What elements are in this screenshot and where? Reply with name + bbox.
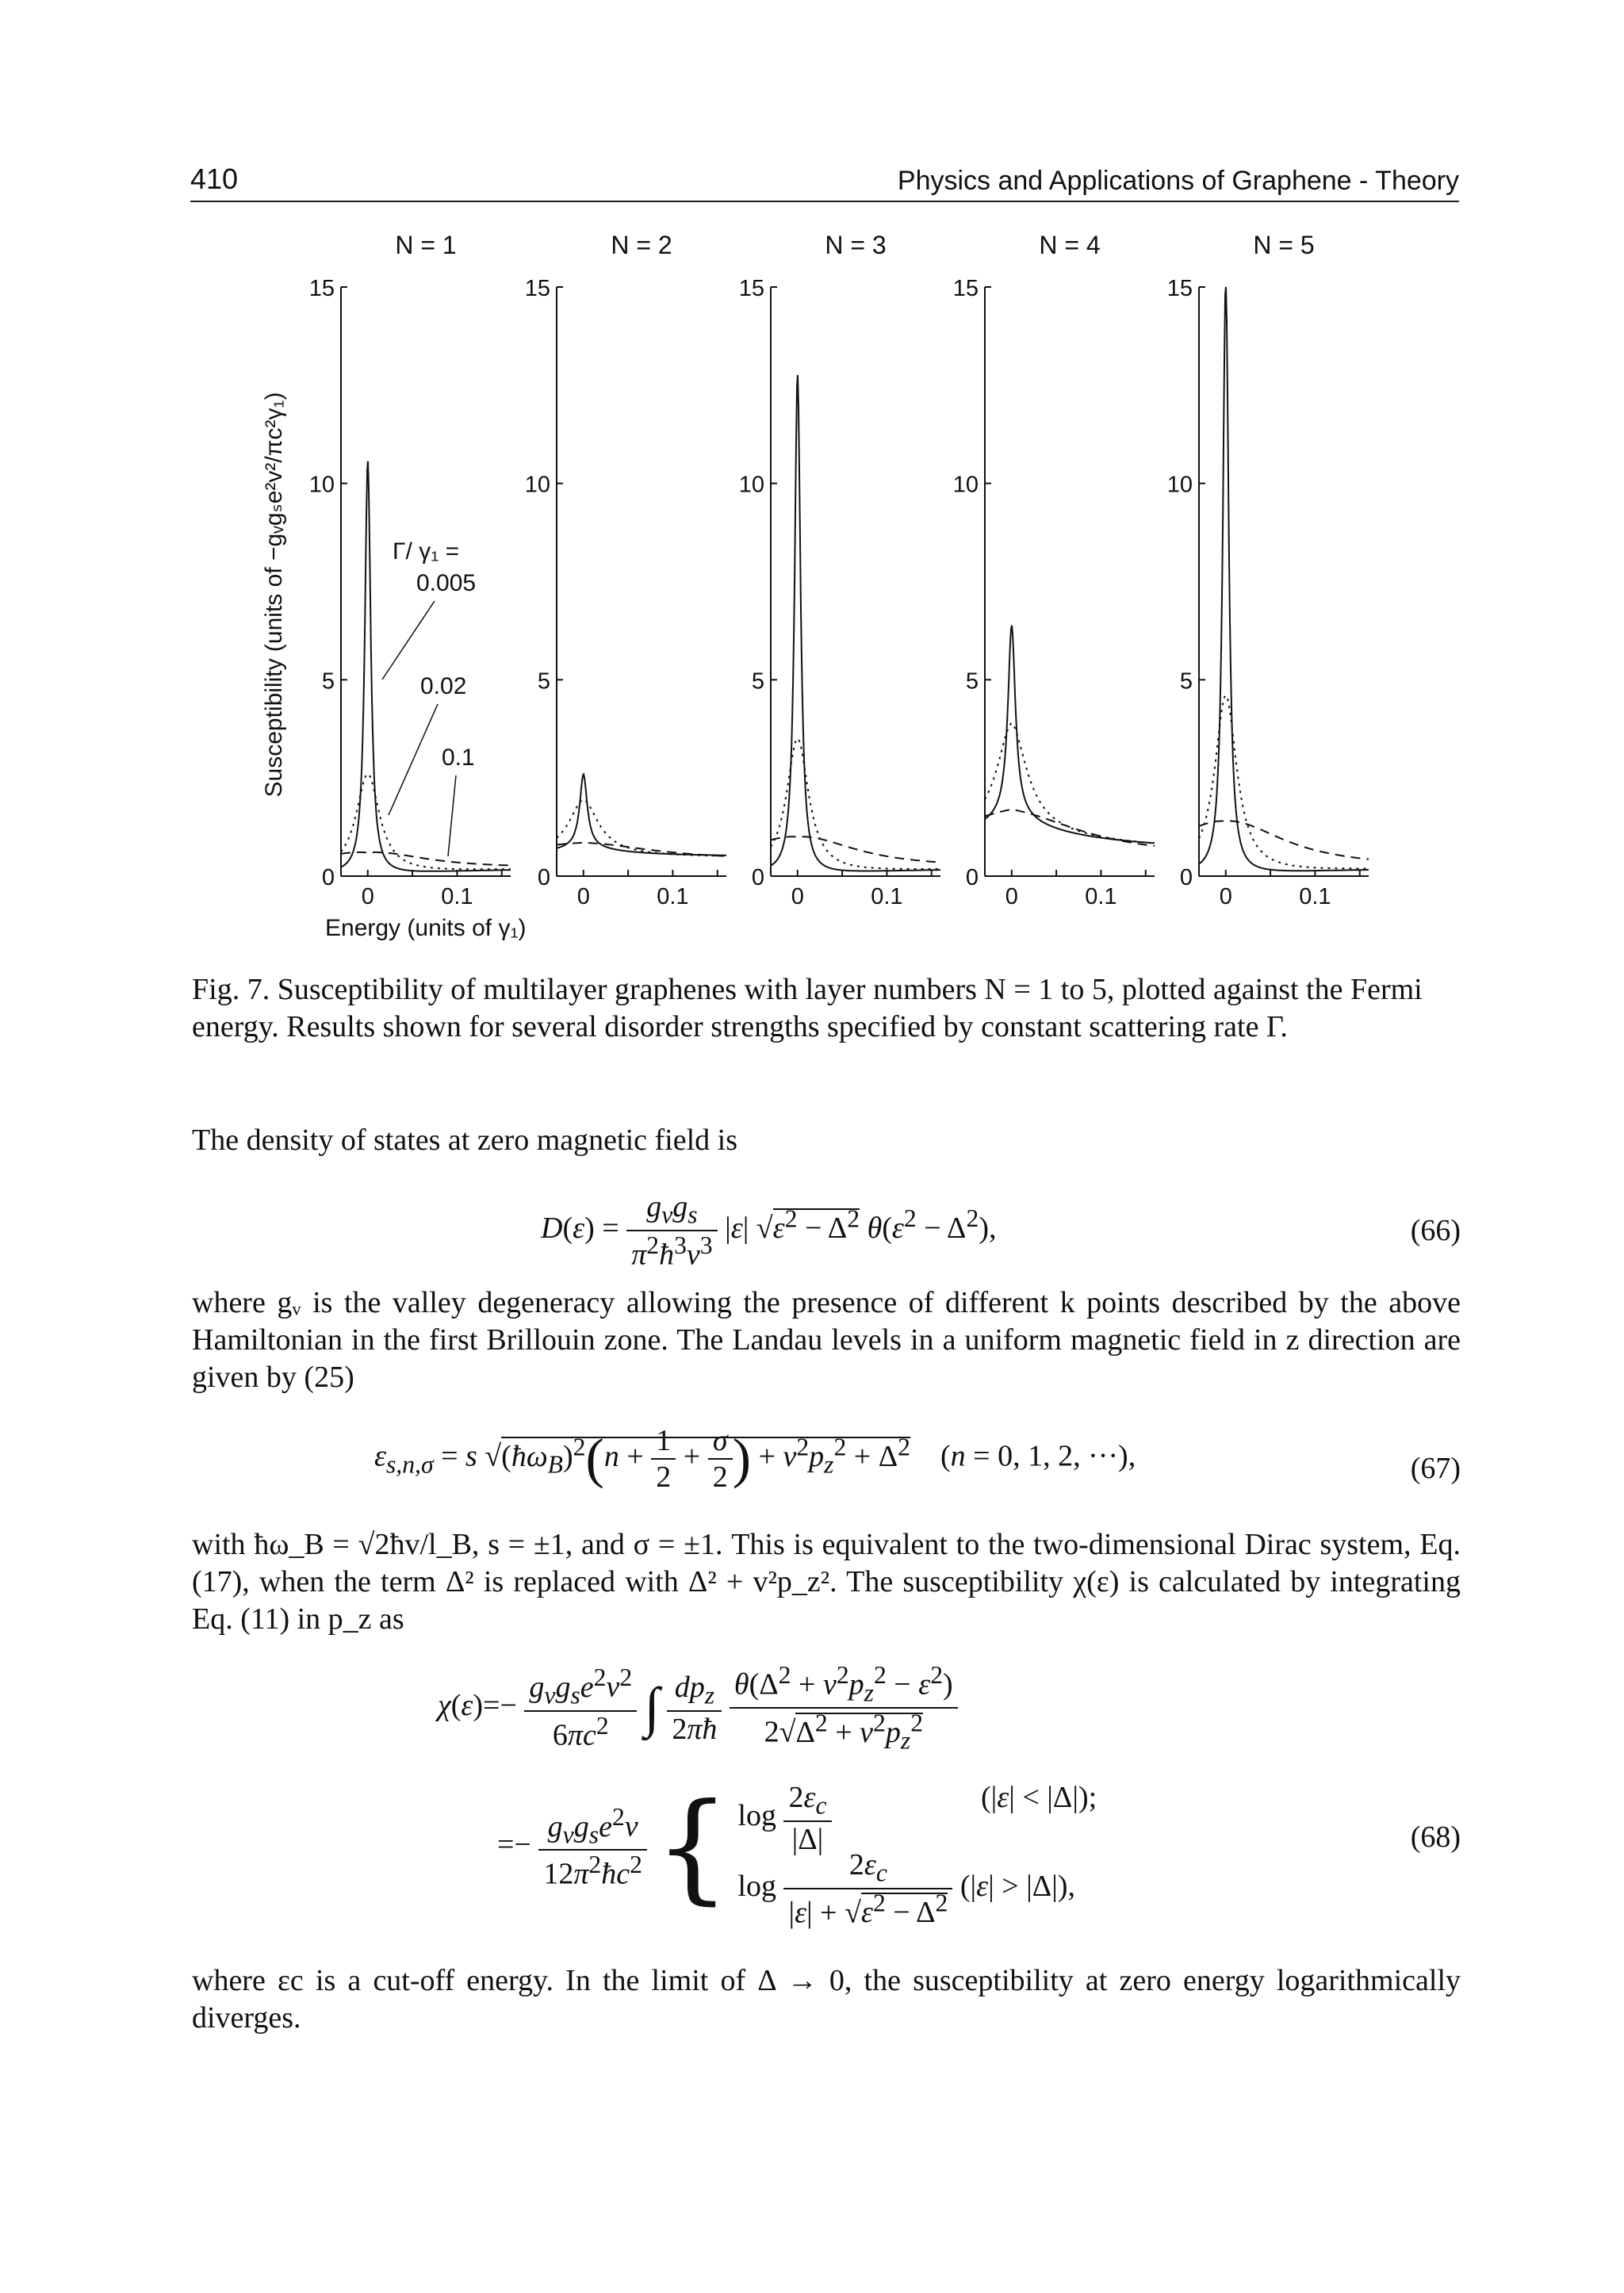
figure-caption: Fig. 7. Susceptibility of multilayer graphenes with layer numbers N = 1 to 5, plotted against the Fermi energy. Results shown for several disorder strengths specified by constant scattering rate Γ.: [192, 973, 1423, 1043]
x-tick-label: 0.1: [1085, 884, 1117, 909]
panel-title: N = 3: [825, 231, 887, 259]
y-tick-label: 15: [738, 276, 764, 301]
series-dashed: [341, 852, 511, 866]
panel-2: [525, 231, 726, 909]
y-tick-label: 0: [537, 865, 550, 890]
y-axis-label: Susceptibility (units of −gᵥgₛe²v²/πc²γ₁): [261, 392, 287, 798]
series-solid: [557, 775, 726, 856]
label-0-005: 0.005: [416, 570, 477, 596]
x-tick-label: 0.1: [657, 884, 689, 909]
susceptibility-figure: [254, 230, 1411, 959]
leader-line-0-005: [382, 601, 435, 679]
x-tick-label: 0.1: [441, 884, 473, 909]
panel-title: N = 4: [1039, 231, 1101, 259]
page-header: [190, 163, 1459, 202]
panel-1: [309, 231, 511, 909]
page-number: 410: [190, 163, 239, 195]
y-tick-label: 10: [308, 472, 335, 498]
x-tick-label: 0: [1005, 884, 1018, 909]
leader-line-0-02: [389, 704, 438, 815]
series-solid: [341, 461, 511, 871]
panel-5: [1167, 231, 1369, 909]
x-tick-label: 0: [361, 884, 374, 909]
y-tick-label: 10: [524, 472, 550, 498]
y-tick-label: 15: [1166, 276, 1193, 301]
y-tick-label: 0: [321, 865, 335, 890]
x-axis-label: Energy (units of γ₁): [325, 915, 527, 941]
label-0-1: 0.1: [442, 745, 475, 771]
gamma-label: Γ/ γ₁ =: [393, 538, 460, 565]
label-0-02: 0.02: [420, 673, 467, 699]
equation-68: χ(ε)=− $\frac{g_vg_se^2v^2}{6\pi c^2}$ ∫ $\frac{dp_z}{2\pi ħ}$ $\frac{\theta(\Delta^2 + v^2p_z^2 - \varepsilon^2)}{2√\Delta^2 + v^2p_z^2}$ =− $\frac{g_vg_se^2v}{12\pi^2ħc^2}$ { log $\frac{2\varepsilon_c}{|\Delta|}$ (|ε| < |Δ|); log $\frac{2\varepsilon_c}{|\varepsilon| + √\varepsilon^2 - \Delta^2}$ (|ε| > |Δ|), (68): [438, 1661, 1461, 1930]
leader-line-0-1: [448, 775, 456, 856]
y-tick-label: 0: [1179, 865, 1193, 890]
series-solid: [771, 375, 940, 871]
running-title: Physics and Applications of Graphene - Theory: [897, 166, 1459, 196]
y-tick-label: 5: [537, 668, 550, 695]
panel-title: N = 5: [1253, 231, 1315, 259]
paragraph-2: where gᵥ is the valley degeneracy allowing the presence of different k points described by the above Hamiltonian in the first Brillouin zone. The Landau levels in a uniform magnetic field in z direction are given by (25): [192, 1286, 1461, 1394]
y-tick-label: 10: [952, 472, 979, 498]
y-tick-label: 10: [738, 472, 764, 498]
panel-3: [739, 231, 940, 909]
series-dashed: [771, 836, 940, 862]
y-tick-label: 0: [751, 865, 764, 890]
equation-number-67: (67): [1410, 1452, 1461, 1485]
equation-number-66: (66): [1410, 1214, 1461, 1247]
y-tick-label: 15: [308, 276, 335, 301]
y-tick-label: 10: [1166, 472, 1193, 498]
paragraph-1: The density of states at zero magnetic field is: [192, 1124, 737, 1157]
y-tick-label: 15: [952, 276, 979, 301]
y-tick-label: 5: [751, 668, 764, 695]
x-tick-label: 0.1: [871, 884, 903, 909]
x-tick-label: 0: [1219, 884, 1232, 909]
x-tick-label: 0: [576, 884, 590, 909]
paragraph-4: where εc is a cut-off energy. In the limit of Δ → 0, the susceptibility at zero energy logarithmically diverges.: [192, 1964, 1461, 2035]
panel-4: [953, 231, 1155, 909]
panel-title: N = 1: [395, 231, 457, 259]
series-dashed: [1199, 821, 1369, 859]
series-dotted: [1199, 695, 1369, 868]
series-solid: [985, 626, 1155, 844]
x-tick-label: 0: [791, 884, 804, 909]
series-solid: [1199, 287, 1369, 871]
y-tick-label: 15: [524, 276, 550, 301]
equation-number-68: (68): [1410, 1820, 1461, 1854]
y-tick-label: 5: [1179, 668, 1193, 695]
series-dotted: [985, 723, 1155, 844]
paragraph-3: with ħω_B = √2ħv/l_B, s = ±1, and σ = ±1. This is equivalent to the two-dimensional Dirac system, Eq. (17), when the term Δ² is replaced with Δ² + v²p_z². The susceptibility χ(ε) is calculated by integrating Eq. (11) in p_z as: [192, 1528, 1461, 1636]
series-dotted: [341, 774, 511, 869]
panel-title: N = 2: [611, 231, 672, 259]
y-tick-label: 5: [321, 668, 335, 695]
x-tick-label: 0.1: [1299, 884, 1331, 909]
y-tick-label: 5: [965, 668, 979, 695]
series-dotted: [557, 800, 726, 856]
y-tick-label: 0: [965, 865, 979, 890]
series-dashed: [557, 843, 726, 856]
